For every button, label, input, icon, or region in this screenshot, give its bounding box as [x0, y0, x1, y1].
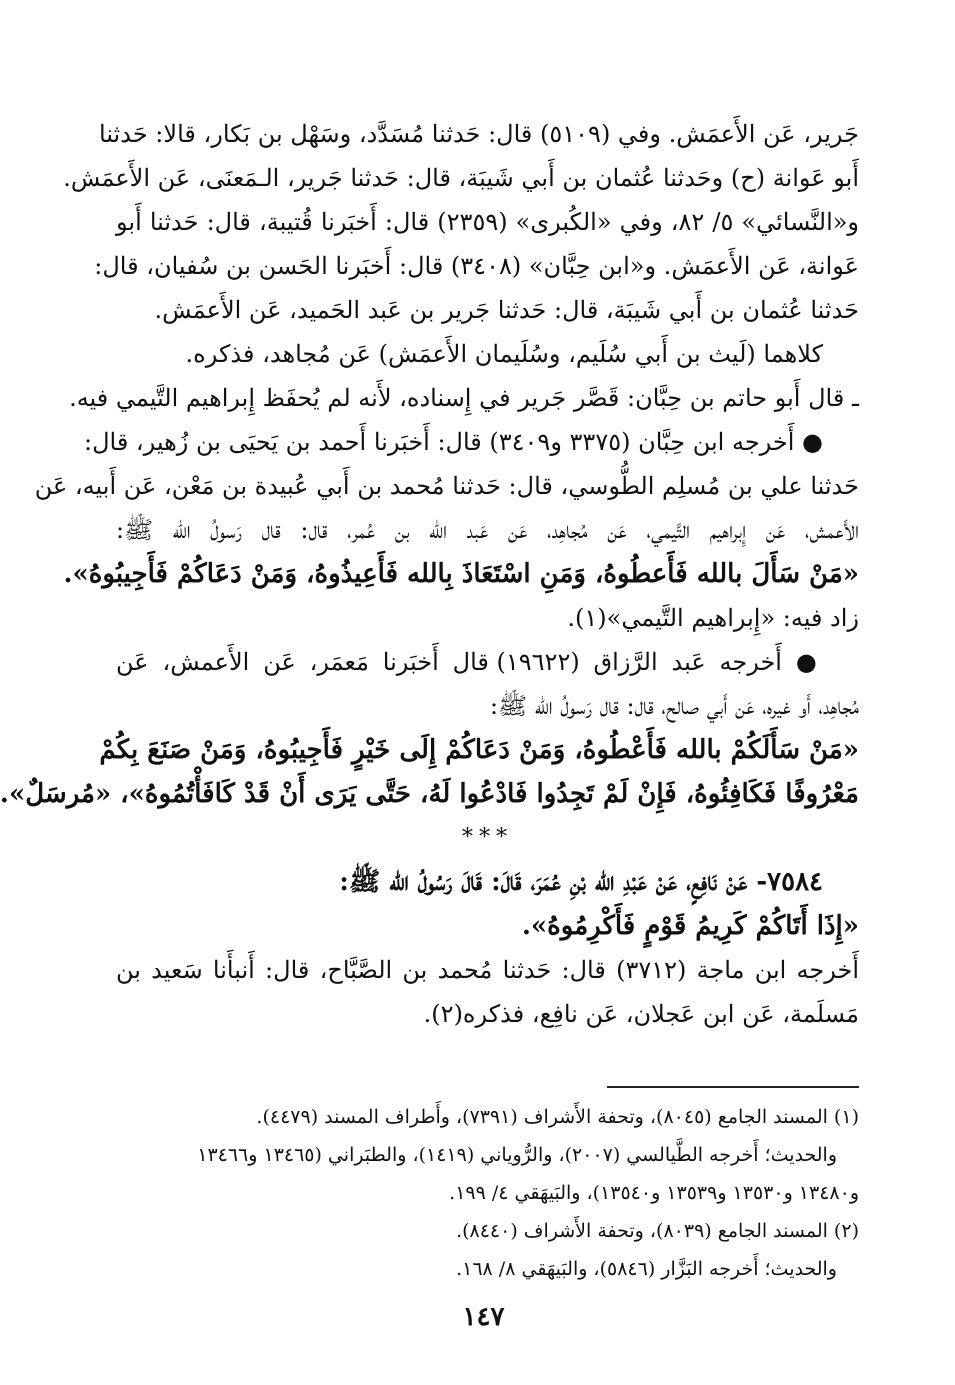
text-line: عَوانة، عَن الأَعمَش. و«ابن حِبَّان» (٣٤٠٨) قال: أَخبَرنا الحَسن بن سُفيان، قال: [94, 252, 859, 280]
text-line: الأَعمش، عَن إِبراهيم التَّيمي، عَن مُجاهِد، عَن عَبد الله بن عُمر، قال: قال رَسولُ الله ﷺ: [116, 516, 859, 544]
text-line: و«النَّسائي» ٥/ ٨٢، وفي «الكُبرى» (٢٣٥٩) قال: أَخبَرنا قُتيبة، قال: حَدثنا أَبو [116, 208, 860, 236]
text-line: ● أَخرجه عَبد الرَّزاق (١٩٦٢٢) قال أَخبَرنا مَعمَر، عَن الأَعمش، عَن [116, 648, 824, 676]
footnote-line: (١) المسند الجامع (٨٠٤٥)، وتحفة الأَشراف (٧٣٩١)، وأَطراف المسند (٤٤٧٩). [256, 1106, 859, 1128]
page-number: ١٤٧ [462, 1302, 505, 1332]
text-line: كلاهما (لَيث بن أَبي سُلَيم، وسُلَيمان الأَعمَش) عَن مُجاهد، فذكره. [185, 340, 823, 368]
text-line: زاد فيه: «إِبراهيم التَّيمي»(١). [567, 604, 859, 632]
footnote-line: والحديث؛ أَخرجه البَزَّار (٥٨٤٦)، والبَيهَقي ٨/ ١٦٨. [456, 1258, 837, 1280]
hadith-line: مَعْرُوفًا فَكَافِئُوهُ، فَإِنْ لَمْ تَجِدُوا فَادْعُوا لَهُ، حَتَّى يَرَى أَنْ قَدْ كَافَأْتُمُوهُ»، «مُرسَلٌ». [0, 779, 859, 809]
text-line: أَبو عَوانة (ح) وحَدثنا عُثمان بن أَبي شَيبَة، قال: حَدثنا جَرير، الـمَعنَى، عَن الأَعمَش. [63, 164, 859, 192]
footnote-line: والحديث؛ أَخرجه الطَّيالسي (٢٠٠٧)، والرُّوياني (١٤١٩)، والطبَراني (١٣٤٦٥ و١٣٤٦٦ [197, 1144, 837, 1166]
hadith-line: «إِذَا أَتَاكُمْ كَرِيمُ قَوْمٍ فَأَكْرِمُوهُ». [521, 911, 859, 941]
text-line: أَخرجه ابن ماجة (٣٧١٢) قال: حَدثنا مُحمد بن الصَّبَّاح، قال: أَنبأَنا سَعيد بن [116, 956, 860, 984]
text-line: حَدثنا عُثمان بن أَبي شَيبَة، قال: حَدثنا جَرير بن عَبد الحَميد، عَن الأَعمَش. [154, 296, 859, 324]
text-line: ● أَخرجه ابن حِبَّان (٣٣٧٥ و٣٤٠٩) قال: أَخبَرنا أَحمد بن يَحيَى بن زُهير، قال: [83, 428, 823, 456]
text-line: ـ قال أَبو حاتم بن حِبَّان: قَصَّر جَرير في إِسناده، لأَنه لم يُحفَظ إِبراهيم التَّيمي فيه. [69, 384, 859, 412]
text-line: حَدثنا علي بن مُسلِم الطُّوسي، قال: حَدثنا مُحمد بن أَبي عُبيدة بن مَعْن، عَن أَبيه، عَن [34, 472, 859, 500]
section-separator: *** [462, 825, 513, 850]
footnote-separator [607, 1086, 859, 1088]
hadith-line: «مَنْ سَأَلَكُمْ بالله فَأَعْطُوهُ، وَمَنْ دَعَاكُمْ إِلَى خَيْرٍ فَأَجِيبُوهُ، وَمَنْ صَنَعَ بِكُمْ [99, 735, 859, 765]
hadith-heading: ٧٥٨٤- عَنْ نَافِعٍ، عَنْ عَبْدِ الله بْنِ عُمَرَ، قَالَ: قَالَ رَسُولُ الله ﷺ: [339, 867, 823, 897]
footnote-line: و١٣٤٨٠ و١٣٥٣٠ و١٣٥٣٩ و١٣٥٤٠)، والبَيهَقي ٤/ ١٩٩. [449, 1182, 859, 1204]
hadith-line: «مَنْ سَأَلَ بالله فَأَعطُوهُ، وَمَنِ اسْتَعَاذَ بِالله فَأَعِيذُوهُ، وَمَنْ دَعَاكُمْ فَأَجِيبُوهُ». [63, 559, 859, 589]
footnote-line: (٢) المسند الجامع (٨٠٣٩)، وتحفة الأَشراف (٨٤٤٠). [456, 1220, 859, 1242]
text-line: مُجاهِد، أَو غيره، عَن أَبي صالح، قال: قال رَسولُ الله ﷺ: [490, 692, 859, 720]
main-text [0, 112, 860, 1036]
text-line: مَسلَمة، عَن ابن عَجلان، عَن نافِع، فذكره(٢). [423, 1000, 859, 1028]
text-line: جَرير، عَن الأَعمَش. وفي (٥١٠٩) قال: حَدثنا مُسَدَّد، وسَهْل بن بَكار، قالا: حَدثنا [99, 120, 859, 148]
footnotes [116, 1098, 859, 1288]
